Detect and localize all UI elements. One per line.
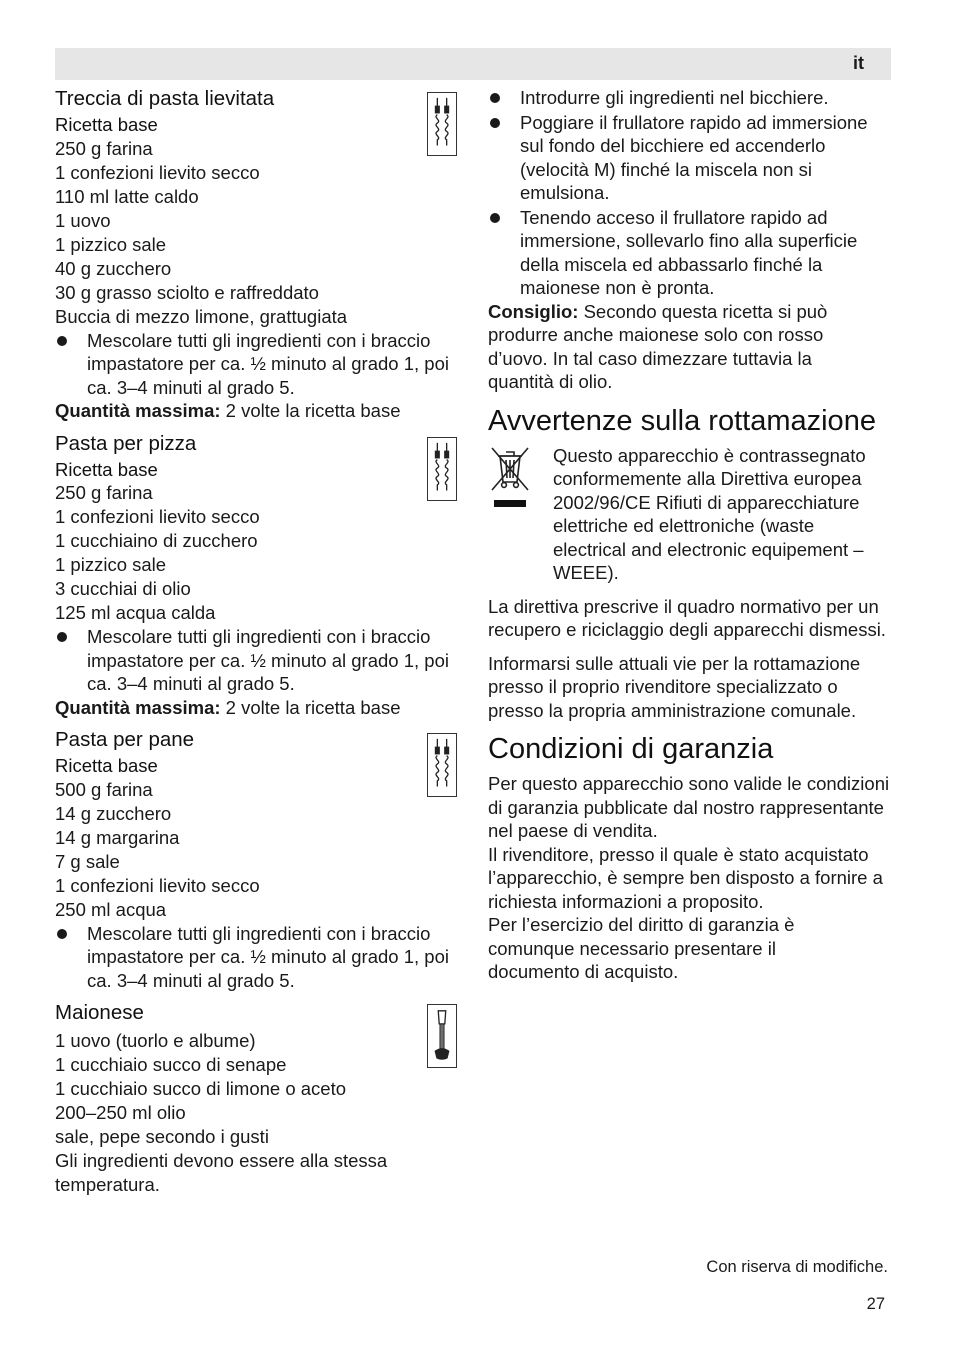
recipe-treccia	[55, 86, 459, 423]
disposal-paragraph: Informarsi sulle attuali vie per la rottamazione presso il proprio rivenditore specializzato o presso la propria amministrazione comunale.	[488, 652, 861, 721]
tip	[488, 300, 868, 394]
instruction-item	[488, 111, 890, 205]
recipe-title: Treccia di pasta lievitata	[55, 87, 275, 110]
ingredient: 1 pizzico sale	[55, 233, 167, 255]
bullet-icon	[490, 213, 500, 223]
instruction-text: Mescolare tutti gli ingredienti con i braccio impastatore per ca. ½ minuto al grado 1, poi ca. 3–4 minuti al grado 5.	[87, 329, 449, 398]
immersion-blender-icon	[427, 1004, 457, 1068]
ingredient: 1 cucchiaio succo di limone o aceto	[55, 1078, 347, 1099]
header-bar	[55, 48, 891, 80]
instruction-item	[55, 329, 459, 400]
instruction-text: Mescolare tutti gli ingredienti con i braccio impastatore per ca. ½ minuto al grado 1, poi ca. 3–4 minuti al grado 5.	[87, 922, 449, 991]
ingredient: 1 cucchiaio succo di senape	[55, 1054, 287, 1075]
recipe-pizza	[55, 431, 459, 720]
ingredient: 200–250 ml olio	[55, 1102, 186, 1123]
left-column	[55, 86, 459, 1204]
warranty-title: Condizioni di garanzia	[488, 733, 774, 765]
ingredient: 1 confezioni lievito secco	[55, 161, 260, 183]
instruction-item	[488, 86, 890, 110]
instruction-item	[55, 625, 459, 696]
ingredient: 1 confezioni lievito secco	[55, 506, 260, 527]
ingredient: 3 cucchiai di olio	[55, 578, 191, 599]
tip-label: Consiglio:	[488, 300, 579, 322]
ingredient: Buccia di mezzo limone, grattugiata	[55, 305, 348, 327]
recipe-pane	[55, 727, 459, 992]
ingredient: 500 g farina	[55, 778, 153, 800]
ingredient: sale, pepe secondo i gusti	[55, 1126, 269, 1147]
recipe-subtitle: Ricetta base	[55, 114, 158, 135]
dough-hook-icon	[427, 92, 457, 156]
disposal-paragraph: La direttiva prescrive il quadro normativo per un recupero e riciclaggio degli apparecchi dismessi.	[488, 595, 886, 640]
ingredient: 40 g zucchero	[55, 257, 172, 279]
instruction-list	[55, 329, 459, 400]
bullet-icon	[57, 632, 67, 642]
bullet-icon	[57, 336, 67, 346]
instruction-item	[55, 922, 459, 993]
ingredient: 1 pizzico sale	[55, 554, 167, 575]
ingredient: 250 ml acqua	[55, 898, 167, 920]
max-quantity-label: Quantità massima:	[55, 400, 221, 421]
ingredient: 125 ml acqua calda	[55, 602, 216, 623]
ingredient: 1 uovo	[55, 209, 111, 231]
instruction-text: Introdurre gli ingredienti nel bicchiere.	[520, 87, 829, 108]
max-quantity-label: Quantità massima:	[55, 696, 221, 718]
instruction-list	[55, 922, 459, 993]
footer-note: Con riserva di modifiche.	[706, 1258, 888, 1276]
tip-text: Secondo questa ricetta si può produrre anche maionese solo con rosso d’uovo. In tal caso dimezzare tuttavia la quantità di olio.	[488, 300, 828, 392]
ingredient: 7 g sale	[55, 850, 120, 872]
ingredient: 30 g grasso sciolto e raffreddato	[55, 281, 319, 303]
ingredient: 1 uovo (tuorlo e albume)	[55, 1030, 256, 1051]
warranty-paragraph: Per l’esercizio del diritto di garanzia è comunque necessario presentare il documento di acquisto.	[488, 914, 795, 982]
max-quantity-text: 2 volte la ricetta base	[220, 696, 401, 718]
ingredient: 14 g zucchero	[55, 802, 172, 824]
recipe-maionese	[55, 1000, 459, 1196]
bullet-icon	[490, 118, 500, 128]
max-quantity	[55, 696, 459, 720]
warranty-paragraph: Il rivenditore, presso il quale è stato acquistato l’apparecchio, è sempre ben disposto a fornire a richiesta informazioni a proposito.	[488, 843, 883, 912]
ingredient: 250 g farina	[55, 482, 153, 503]
dough-hook-icon	[427, 437, 457, 501]
instruction-text: Tenendo acceso il frullatore rapido ad immersione, sollevarlo fino alla superficie della miscela ed abbassarlo finché la maionese non è pronta.	[520, 206, 858, 298]
weee-block	[488, 444, 890, 585]
ingredient: 110 ml latte caldo	[55, 185, 199, 207]
disposal-title: Avvertenze sulla rottamazione	[488, 404, 876, 437]
ingredient: 250 g farina	[55, 137, 153, 159]
recipe-note: Gli ingredienti devono essere alla stessa temperatura.	[55, 1150, 388, 1195]
weee-text: Questo apparecchio è contrassegnato conformemente alla Direttiva europea 2002/96/CE Rifiuti di apparecchiature elettriche ed elettroniche (waste electrical and electronic equipement – WEEE).	[553, 444, 866, 583]
instruction-text: Mescolare tutti gli ingredienti con i braccio impastatore per ca. ½ minuto al grado 1, poi ca. 3–4 minuti al grado 5.	[87, 626, 449, 694]
instruction-item	[488, 206, 880, 300]
recipe-subtitle: Ricetta base	[55, 458, 158, 480]
right-column	[488, 86, 890, 984]
dough-hook-icon	[427, 733, 457, 797]
instruction-list	[55, 625, 459, 696]
ingredient: 1 confezioni lievito secco	[55, 874, 260, 896]
instruction-list	[488, 86, 890, 300]
page-number: 27	[866, 1295, 885, 1313]
ingredient: 1 cucchiaino di zucchero	[55, 530, 258, 551]
max-quantity-text: 2 volte la ricetta base	[220, 400, 401, 421]
ingredient: 14 g margarina	[55, 826, 180, 848]
recipe-title: Pasta per pane	[55, 728, 195, 751]
recipe-title: Maionese	[55, 1001, 144, 1024]
bullet-icon	[490, 93, 500, 103]
weee-crossed-bin-icon	[488, 444, 532, 512]
recipe-title: Pasta per pizza	[55, 431, 197, 455]
instruction-text: Poggiare il frullatore rapido ad immersione sul fondo del bicchiere ed accenderlo (velocità M) finché la miscela non si emulsiona.	[520, 111, 868, 203]
bullet-icon	[57, 929, 67, 939]
recipe-subtitle: Ricetta base	[55, 755, 158, 776]
language-code: it	[853, 53, 864, 73]
warranty-paragraph: Per questo apparecchio sono valide le condizioni di garanzia pubblicate dal nostro rappresentante nel paese di vendita.	[488, 773, 890, 841]
max-quantity	[55, 399, 459, 423]
